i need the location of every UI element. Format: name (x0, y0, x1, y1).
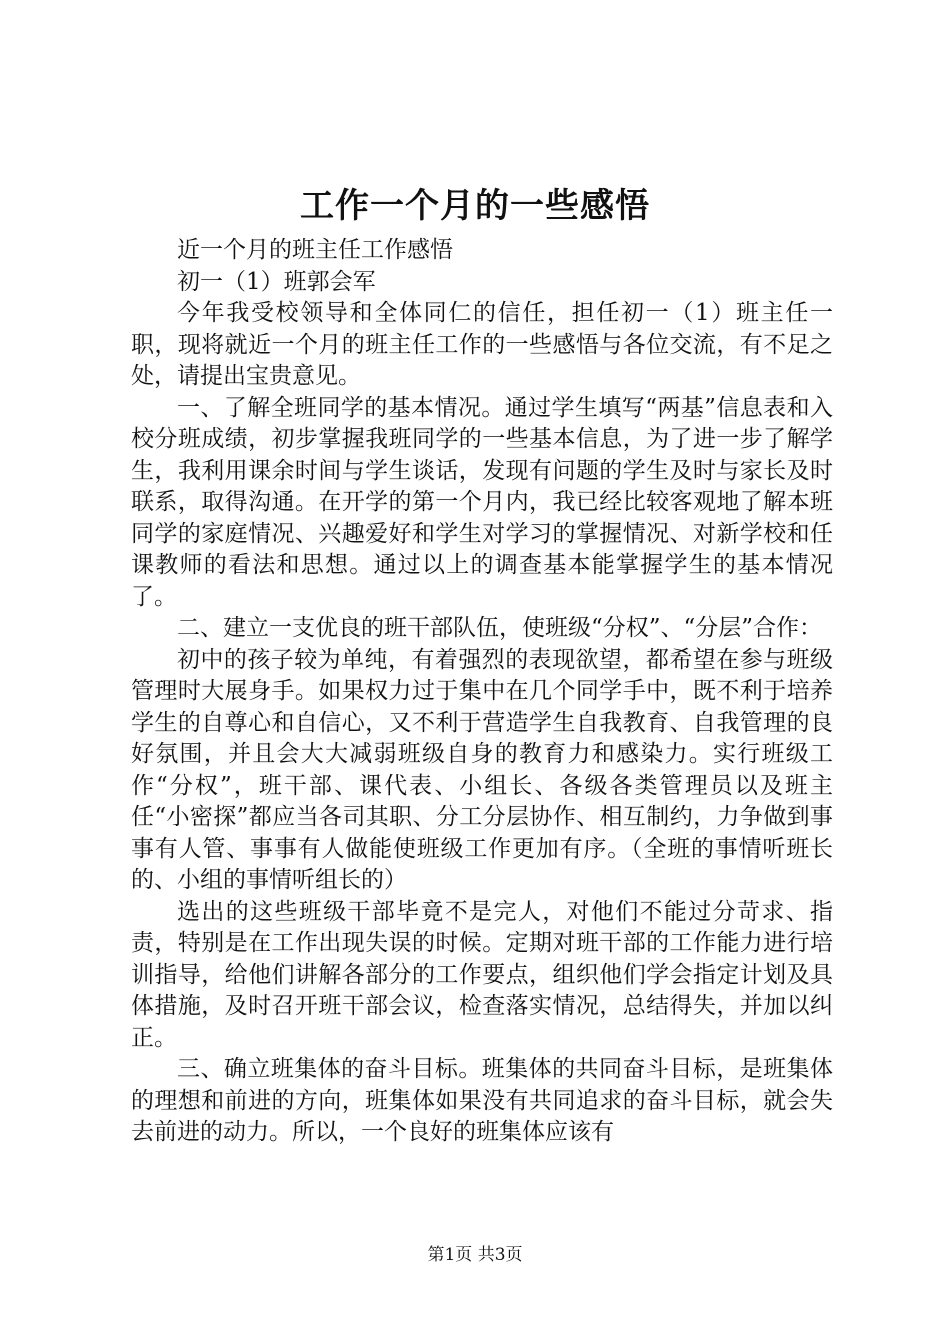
subtitle-paragraph: 近一个月的班主任工作感悟 (177, 237, 453, 263)
cadre-training-paragraph: 选出的这些班级干部毕竟不是完人，对他们不能过分苛求、指责，特别是在工作出现失误的时候。定期对班干部的工作能力进行培训指导，给他们讲解各部分的工作要点，组织他们学会指定计划及具体措施，及时召开班干部会议，检查落实情况，总结得失，并加以纠正。 (131, 898, 833, 1051)
document-body (131, 235, 833, 1149)
author-paragraph: 初一（1）班郭会军 (177, 268, 376, 295)
section-two-heading-paragraph: 二、建立一支优良的班干部队伍，使班级“分权”、“分层”合作： (177, 615, 823, 641)
section-two-body-paragraph: 初中的孩子较为单纯，有着强烈的表现欲望，都希望在参与班级管理时大展身手。如果权力过于集中在几个同学手中，既不利于培养学生的自尊心和自信心，又不利于营造学生自我教育、自我管理的良好氛围，并且会大大减弱班级自身的教育力和感染力。实行班级工作“分权”，班干部、课代表、小组长、各级各类管理员以及班主任“小密探”都应当各司其职、分工分层协作、相互制约，力争做到事事有人管、事事有人做能使班级工作更加有序。（全班的事情听班长的、小组的事情听组长的） (131, 646, 833, 893)
intro-paragraph: 今年我受校领导和全体同仁的信任，担任初一（1）班主任一职，现将就近一个月的班主任工作的一些感悟与各位交流，有不足之处，请提出宝贵意见。 (131, 300, 833, 389)
section-one-paragraph: 一、了解全班同学的基本情况。通过学生填写“两基”信息表和入校分班成绩，初步掌握我班同学的一些基本信息，为了进一步了解学生，我利用课余时间与学生谈话，发现有问题的学生及时与家长及时联系，取得沟通。在开学的第一个月内，我已经比较客观地了解本班同学的家庭情况、兴趣爱好和学生对学习的掌握情况、对新学校和任课教师的看法和思想。通过以上的调查基本能掌握学生的基本情况了。 (131, 394, 833, 610)
document-title: 工作一个月的一些感悟 (300, 186, 650, 226)
page-number-footer: 第1页 共3页 (427, 1245, 523, 1265)
section-three-paragraph: 三、确立班集体的奋斗目标。班集体的共同奋斗目标，是班集体的理想和前进的方向，班集体如果没有共同追求的奋斗目标，就会失去前进的动力。所以，一个良好的班集体应该有 (131, 1056, 833, 1145)
